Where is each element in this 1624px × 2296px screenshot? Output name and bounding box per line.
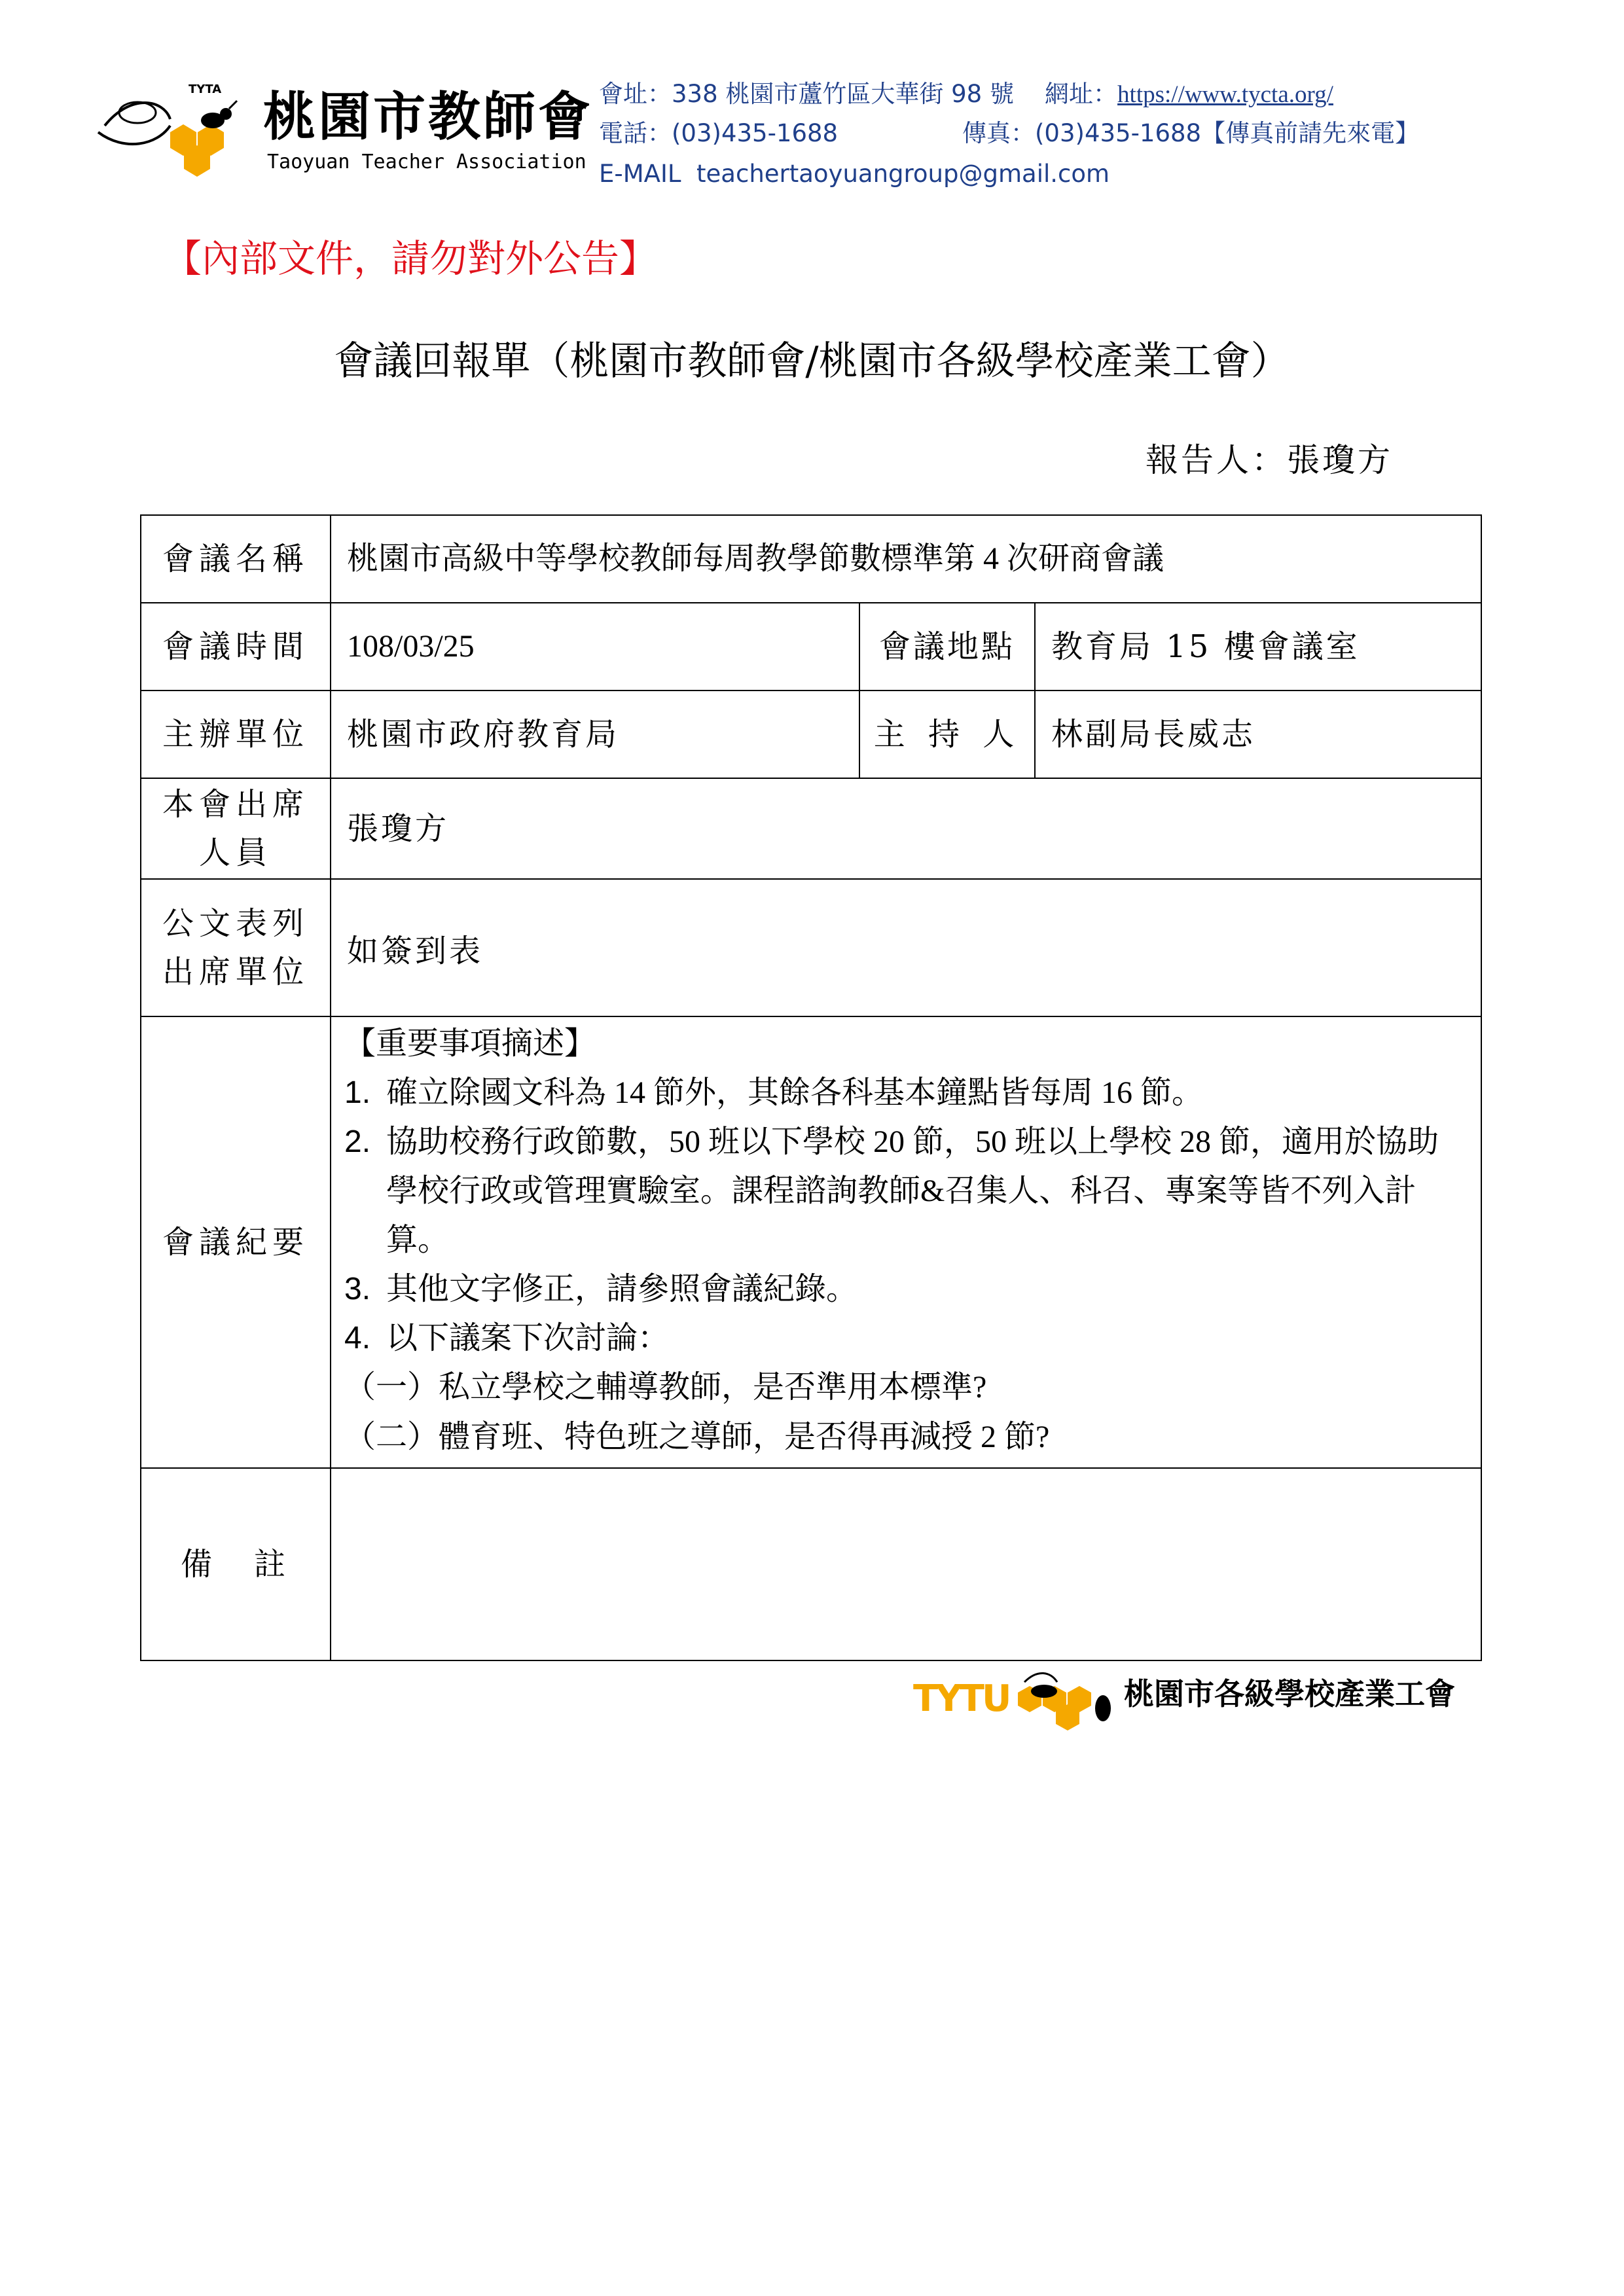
attendee-label-line1: 本會出席 (162, 786, 309, 823)
logo-badge: TYTA (189, 82, 222, 96)
union-logo-icon (913, 1662, 1123, 1734)
org-name-cn: 桃園市教師會 (263, 86, 593, 147)
summary-item (344, 1117, 1468, 1265)
meeting-place: 教育局 15 樓會議室 (1035, 603, 1481, 691)
item-text: 其他文字修正，請參照會議紀錄。 (386, 1272, 858, 1306)
meeting-summary (331, 1016, 1481, 1468)
row-organizer-host (141, 691, 1481, 778)
phone: (03)435-1688 (672, 119, 839, 147)
reporter-label: 報告人： (1146, 441, 1287, 479)
listed-units: 如簽到表 (331, 879, 1481, 1016)
item-text: 協助校務行政節數，50 班以下學校 20 節，50 班以上學校 28 節，適用於協助學校行政或管理實驗室。課程諮詢教師&召集人、科召、專案等皆不列入計算。 (386, 1124, 1439, 1257)
bee-logo-icon (92, 80, 249, 178)
attendee: 張瓊方 (331, 778, 1481, 879)
host-label: 主 持 人 (859, 691, 1035, 778)
fax-line (962, 119, 1419, 148)
union-abbr: TYTU (913, 1677, 1009, 1720)
listed-label-line2: 出席單位 (162, 954, 309, 990)
host: 林副局長威志 (1035, 691, 1481, 778)
meeting-report-table (140, 514, 1482, 1661)
summary-label: 會議紀要 (141, 1016, 331, 1468)
union-footer (913, 1662, 1489, 1734)
summary-item (344, 1068, 1468, 1117)
place-label: 會議地點 (859, 603, 1035, 691)
summary-item (344, 1265, 1468, 1314)
website-label: 網址： (1045, 80, 1118, 108)
document-title: 會議回報單（桃園市教師會/桃園市各級學校產業工會） (334, 338, 1290, 384)
meeting-name: 桃園市高級中等學校教師每周教學節數標準第 4 次研商會議 (331, 515, 1481, 603)
email-line (599, 160, 1110, 188)
item-number: 2. (344, 1124, 371, 1159)
summary-item (344, 1314, 1468, 1363)
item-number: 3. (344, 1272, 371, 1306)
row-summary (141, 1016, 1481, 1468)
time-label: 會議時間 (141, 603, 331, 691)
item-number: 4. (344, 1321, 371, 1355)
address-label: 會址： (599, 80, 672, 108)
remarks (331, 1468, 1481, 1660)
reporter (1146, 440, 1393, 480)
row-listed-units (141, 879, 1481, 1016)
meeting-name-label: 會議名稱 (141, 515, 331, 603)
internal-notice: 【內部文件，請勿對外公告】 (164, 236, 658, 281)
fax-label: 傳真： (962, 119, 1035, 147)
org-name-en: Taoyuan Teacher Association (267, 151, 586, 173)
row-time-place (141, 603, 1481, 691)
email[interactable]: teachertaoyuangroup@gmail.com (696, 160, 1110, 188)
item-number: 1. (344, 1075, 371, 1110)
listed-label-line1: 公文表列 (162, 905, 309, 942)
website-link[interactable]: https://www.tycta.org/ (1117, 81, 1333, 108)
address: 338 桃園市蘆竹區大華街 98 號 (672, 80, 1014, 108)
row-meeting-name (141, 515, 1481, 603)
email-label: E-MAIL (599, 160, 681, 188)
summary-subitem: （一）私立學校之輔導教師，是否準用本標準? (344, 1370, 987, 1405)
address-line (599, 80, 1333, 109)
summary-subitem: （二）體育班、特色班之導師，是否得再減授 2 節? (344, 1420, 1050, 1454)
attendee-label (141, 778, 331, 879)
listed-label (141, 879, 331, 1016)
meeting-time: 108/03/25 (331, 603, 859, 691)
reporter-name: 張瓊方 (1287, 441, 1393, 479)
fax: (03)435-1688 (1035, 119, 1202, 147)
item-text: 確立除國文科為 14 節外，其餘各科基本鐘點皆每周 16 節。 (386, 1075, 1204, 1110)
union-name: 桃園市各級學校產業工會 (1124, 1676, 1455, 1712)
row-attendees (141, 778, 1481, 879)
summary-list (344, 1068, 1468, 1363)
organizer-label: 主辦單位 (141, 691, 331, 778)
phone-label: 電話： (599, 119, 672, 147)
letterhead (92, 73, 1532, 204)
fax-note: 【傳真前請先來電】 (1201, 119, 1420, 147)
organizer: 桃園市政府教育局 (331, 691, 859, 778)
remarks-label: 備 註 (141, 1468, 331, 1660)
attendee-label-line2: 人員 (198, 834, 272, 871)
summary-heading: 【重要事項摘述】 (344, 1026, 596, 1061)
item-text: 以下議案下次討論： (386, 1321, 670, 1355)
phone-line (599, 119, 838, 148)
row-remarks (141, 1468, 1481, 1660)
